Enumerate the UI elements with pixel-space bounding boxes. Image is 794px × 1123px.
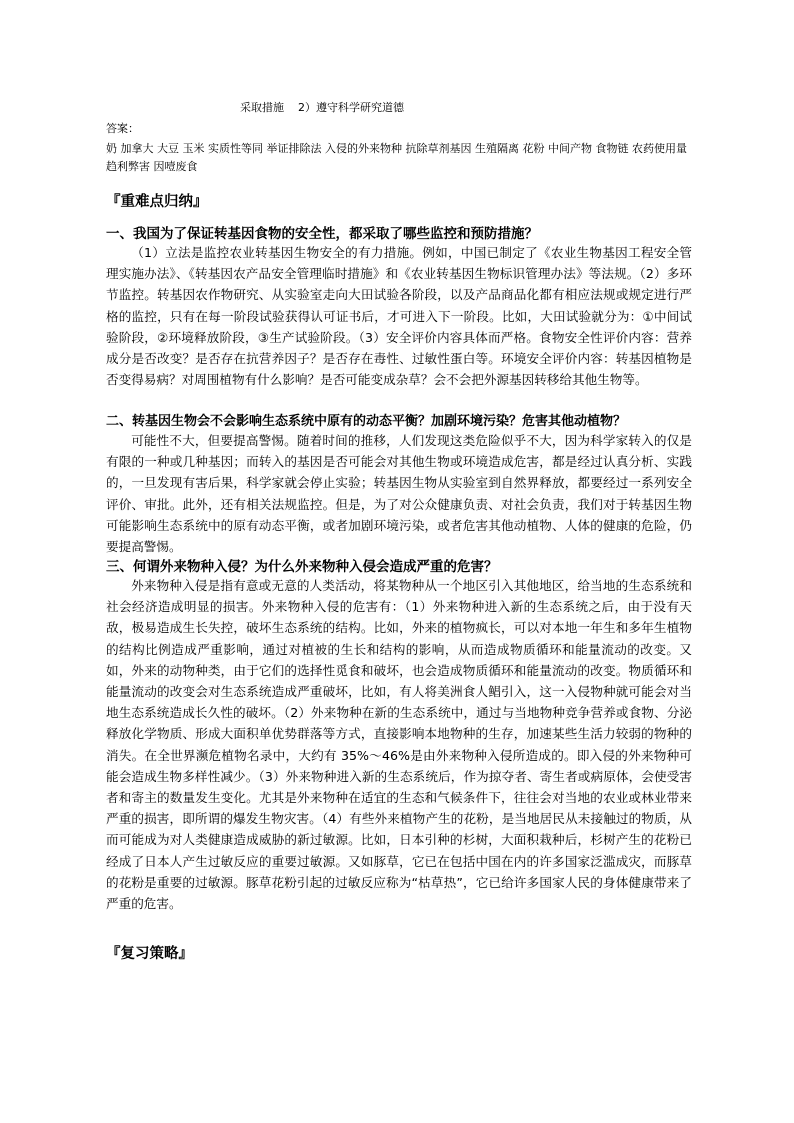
question-2: 二、转基因生物会不会影响生态系统中原有的动态平衡？加剧环境污染？危害其他动植物？ bbox=[106, 414, 627, 429]
section-title-review-strategy: 『复习策略』 bbox=[106, 945, 193, 962]
paragraph-1: （1）立法是监控农业转基因生物安全的有力措施。例如，中国已制定了《农业生物基因工程安全管理实施办法》、《转基因农产品安全管理临时措施》和《农业转基因生物标识管理办法》等法规。（2）多环节监控。转基因农作物研究、从实验室走向大田试验各阶段，以及产品商品化都有相应法规或规定进行严格的监控，只有在每一阶段试验获得认可证书后，才可进入下一阶段。比如，大田试验就分为：①中间试验阶段，②环境释放阶段，③生产试验阶段。（3）安全评价内容具体而严格。食物安全性评价内容：营养成分是否改变？是否存在抗营养因子？是否存在毒性、过敏性蛋白等。环境安全评价内容：转基因植物是否变得易病？对周围植物有什么影响？是否可能变成杂草？会不会把外源基因转移给其他生物等。 bbox=[106, 245, 692, 388]
top-line: 采取措施 2）遵守科学研究道德 bbox=[240, 101, 404, 114]
question-3: 三、何谓外来物种入侵？为什么外来物种入侵会造成严重的危害？ bbox=[106, 559, 498, 575]
section-title-key-points: 『重难点归纳』 bbox=[106, 193, 208, 210]
answer-label: 答案： bbox=[106, 122, 139, 135]
answer-text: 奶 加拿大 大豆 玉米 实质性等同 举证排除法 入侵的外来物种 抗除草剂基因 生殖隔离 花粉 中间产物 食物链 农药使用量 趋利弊害 因噎废食 bbox=[106, 142, 687, 173]
paragraph-2: 可能性不大，但要提高警惕。随着时间的推移，人们发现这类危险似乎不大，因为科学家转入的仅是有限的一种或几种基因；而转入的基因是否可能会对其他生物或环境造成危害，都是经过认真分析、实践的，一旦发现有害后果，科学家就会停止实验；转基因生物从实验室到自然界释放，都要经过一系列安全评价、审批。此外，还有相关法规监控。但是，为了对公众健康负责、对社会负责，我们对于转基因生物可能影响生态系统中的原有动态平衡，或者加剧环境污染，或者危害其他动植物、人体的健康的危险，仍要提高警惕。 bbox=[106, 433, 692, 555]
paragraph-3: 外来物种入侵是指有意或无意的人类活动，将某物种从一个地区引入其他地区，给当地的生态系统和社会经济造成明显的损害。外来物种入侵的危害有：（1）外来物种进入新的生态系统之后，由于没有天敌，极易造成生长失控，破坏生态系统的结构。比如，外来的植物疯长，可以对本地一年生和多年生植物的结构比例造成严重影响，通过对植被的生长和结构的影响，从而造成物质循环和能量流动的改变。又如，外来的动物种类，由于它们的选择性觅食和破坏，也会造成物质循环和能量流动的改变。物质循环和能量流动的改变会对生态系统造成严重破坏，比如，有人将美洲食人鲳引入，这一入侵物种就可能会对当地生态系统造成长久性的破坏。（2）外来物种在新的生态系统中，通过与当地物种竞争营养或食物、分泌释放化学物质、形成大面积单优势群落等方式，直接影响本地物种的生存，加速某些生活力较弱的物种的消失。在全世界濒危植物名录中，大约有 35%～46%是由外来物种入侵所造成的。即入侵的外来物种可能会造成生物多样性减少。（3）外来物种进入新的生态系统后，作为掠夺者、寄生者或病原体，会使受害者和寄主的数量发生变化。尤其是外来物种在适宜的生态和气候条件下，往往会对当地的农业或林业带来严重的损害，即所谓的爆发生物灾害。（4）有些外来植物产生的花粉，是当地居民从未接触过的物质，从而可能成为对人类健康造成威胁的新过敏源。比如，日本引种的杉树，大面积栽种后，杉树产生的花粉已经成了日本人产生过敏反应的重要过敏源。又如豚草，它已在包括中国在内的许多国家泛滥成灾，而豚草的花粉是重要的过敏源。豚草花粉引起的过敏反应称为“枯草热”，它已给许多国家人民的身体健康带来了严重的危害。 bbox=[106, 578, 692, 912]
question-1: 一、我国为了保证转基因食物的安全性，都采取了哪些监控和预防措施？ bbox=[106, 226, 538, 242]
